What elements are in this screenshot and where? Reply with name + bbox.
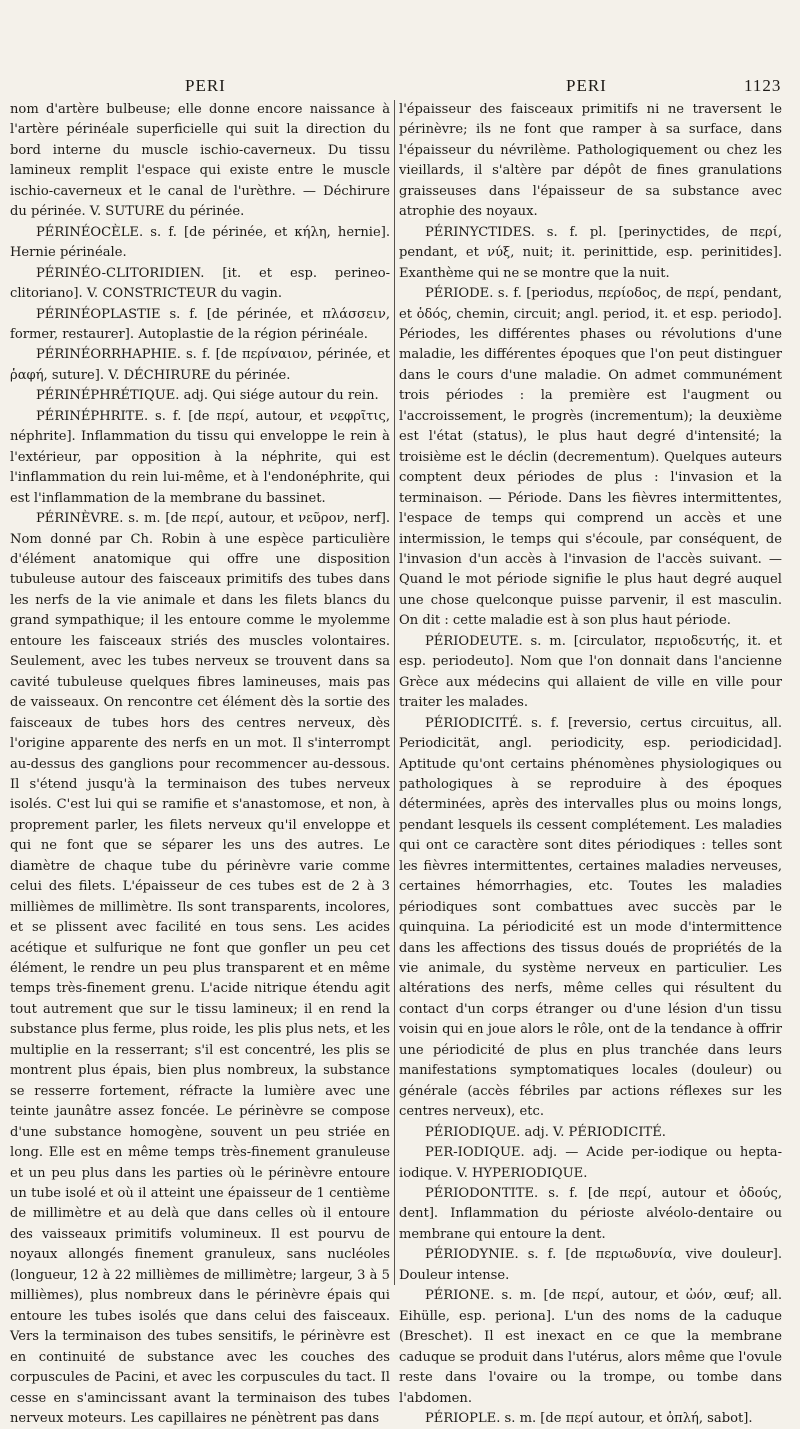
entry-periode: PÉRIODE. s. f. [periodus, περίοδος, de περί, pendant, et ὁδός, chemin, circuit; angl. period, it. et esp. periodo]. Périodes, les différentes phases ou révolutions d'une maladie, les différentes époques que l'on peut distinguer dans le cours d'une maladie. On admet communément trois périodes : la première est l'augment ou l'accroissement, le progrès (incrementum); la deuxième est l'état (status), le plus haut degré d'intensité; la troisième est le déclin (decrementum). Quelques auteurs comptent deux périodes de plus : l'invasion et la terminaison. — Période. Dans les fièvres intermittentes, l'espace de temps qui comprend un accès et une intermission, le temps qui s'écoule, par conséquent, de l'invasion d'un accès à l'invasion de l'accès suivant. — Quand le mot période signifie le plus haut degré auquel une chose quelconque puisse parvenir, il est masculin. On dit : cette maladie est à son plus haut période. bbox=[399, 286, 782, 629]
left-running-title: PERI bbox=[185, 76, 226, 95]
entry-paragraph: nom d'artère bulbeuse; elle donne encore naissance à l'artère périnéale superficielle qui suit la direction du bord interne du muscle ischio-caverneux. Du tissu lamineux remplit l'espace qui existe entre le muscle ischio-caverneux et le canal de l'urèthre. — Déchirure du périnée. V. SUTURE du périnée. bbox=[10, 102, 390, 220]
entry-perineoplastie: PÉRINÉOPLASTIE s. f. [de périnée, et πλάσσειν, former, restaurer]. Autoplastie de la région périnéale. bbox=[10, 306, 390, 342]
running-header bbox=[0, 76, 800, 98]
entry-per-iodique: PER-IODIQUE. adj. — Acide per-iodique ou hepta-iodique. V. HYPERIODIQUE. bbox=[399, 1145, 782, 1181]
page-number: 1123 bbox=[744, 76, 782, 95]
entry-perinevre: PÉRINÈVRE. s. m. [de περί, autour, et νεῦρον, nerf]. Nom donné par Ch. Robin à une espèce particulière d'élément anatomique qui offre une disposition tubuleuse autour des faisceaux primitifs des tubes dans les nerfs de la vie animale et dans les filets blancs du grand sympathique; il les entoure comme le myolemme entoure les faisceaux striés des muscles volontaires. Seulement, avec les tubes nerveux se trouvent dans sa cavité tubuleuse quelques fibres lamineuses, mais pas de vaisseaux. On rencontre cet élément dès la sortie des faisceaux de tubes hors des centres nerveux, dès l'origine apparente des nerfs en un mot. Il s'interrompt au-dessus des ganglions pour recommencer au-dessous. Il s'étend jusqu'à la terminaison des tubes nerveux isolés. C'est lui qui se ramifie et s'anastomose, et non, à proprement parler, les filets nerveux qu'il enveloppe et qui ne font que se séparer les uns des autres. Le diamètre de chaque tube du périnèvre varie comme celui des filets. L'épaisseur de ces tubes est de 2 à 3 millièmes de millimètre. Ils sont transparents, incolores, et se plissent avec facilité en tous sens. Les acides acétique et sulfurique ne font que gonfler un peu cet élément, le rendre un peu plus transparent et en même temps très-finement grenu. L'acide nitrique étendu agit tout autrement que sur le tissu lamineux; il en rend la substance plus ferme, plus roide, les plis plus nets, et les multiplie en la resserrant; s'il est concentré, les plis se montrent plus épais, bien plus nombreux, la substance se resserre fortement, réfracte la lumière avec une teinte jaunâtre assez foncée. Le périnèvre se compose d'une substance homogène, souvent un peu striée en long. Elle est en même temps très-finement granuleuse et un peu plus dans les parties où le périnèvre entoure un tube isolé et où il atteint une épaisseur de 1 centième de millimètre et au delà que dans celles où il entoure des vaisseaux primitifs volumineux. Il est pourvu de noyaux allongés finement granuleux, sans nucléoles (longueur, 12 à 22 millièmes de millimètre; largeur, 3 à 5 millièmes), plus nombreux dans le périnèvre épais qui entoure les tubes isolés que dans celui des faisceaux. Vers la terminaison des tubes sensitifs, le périnèvre est en continuité de substance avec les couches des corpuscules de Pacini, et avec les corpuscules du tact. Il cesse en s'amincissant avant la terminaison des tubes nerveux moteurs. Les capillaires ne pénètrent pas dans bbox=[10, 511, 390, 1426]
entry-periople: PÉRIOPLE. s. m. [de περί autour, et ὁπλή, sabot]. bbox=[425, 1411, 753, 1426]
entry-perinephretique: PÉRINÉPHRÉTIQUE. adj. Qui siége autour du rein. bbox=[36, 388, 379, 404]
entry-paragraph: l'épaisseur des faisceaux primitifs ni ne traversent le périnèvre; ils ne font que ramper à sa surface, dans l'épaisseur du névrilème. Pathologiquement ou chez les vieillards, il s'altère par dépôt de fines granulations graisseuses dans l'épaisseur de sa substance avec atrophie des noyaux. bbox=[399, 102, 782, 220]
entry-perineo-clitoridien: PÉRINÉO-CLITORIDIEN. [it. et esp. perineo-clitoriano]. V. CONSTRICTEUR du vagin. bbox=[10, 265, 390, 302]
left-column bbox=[10, 100, 390, 1426]
entry-perineorrhaphie: PÉRINÉORRHAPHIE. s. f. [de περίναιον, périnée, et ῥαφή, suture]. V. DÉCHIRURE du périnée. bbox=[10, 347, 390, 383]
right-column bbox=[399, 100, 782, 1426]
right-running-title: PERI bbox=[566, 76, 607, 95]
entry-periodontite: PÉRIODONTITE. s. f. [de περί, autour et ὀδούς, dent]. Inflammation du périoste alvéolo-dentaire ou membrane qui entoure la dent. bbox=[399, 1186, 782, 1242]
entry-periodynie: PÉRIODYNIE. s. f. [de περιωδυνία, vive douleur]. Douleur intense. bbox=[399, 1247, 782, 1283]
entry-periodeute: PÉRIODEUTE. s. m. [circulator, περιοδευτής, it. et esp. periodeuto]. Nom que l'on donnait dans l'ancienne Grèce aux médecins qui allaient de ville en ville pour traiter les malades. bbox=[399, 633, 782, 711]
column-divider bbox=[394, 100, 395, 1285]
entry-periodicite: PÉRIODICITÉ. s. f. [reversio, certus circuitus, all. Periodicität, angl. periodicity, esp. periodicidad]. Aptitude qu'ont certains phénomènes physiologiques ou pathologiques à se reproduire à des époques déterminées, après des intervalles plus ou moins longs, pendant lesquels ils cessent complétement. Les maladies qui ont ce caractère sont dites périodiques : telles sont les fièvres intermittentes, certaines maladies nerveuses, certaines hémorrhagies, etc. Toutes les maladies périodiques sont combattues avec succès par le quinquina. La périodicité est un mode d'intermittence dans les affections des tissus doués de propriétés de la vie animale, du système nerveux en particulier. Les altérations des nerfs, même celles qui résultent du contact d'un corps étranger ou d'une lésion d'un tissu voisin qui en joue alors le rôle, ont de la tendance à offrir une périodicité de plus en plus tranchée dans leurs manifestations symptomatiques locales (douleur) ou générale (accès fébriles par actions réflexes sur les centres nerveux), etc. bbox=[399, 715, 782, 1120]
entry-perione: PÉRIONE. s. m. [de περί, autour, et ὠόν, œuf; all. Eihülle, esp. periona]. L'un des noms de la caduque (Breschet). Il est inexact en ce que la membrane caduque se produit dans l'utérus, alors même que l'ovule reste dans l'ovaire ou la trompe, ou tombe dans l'abdomen. bbox=[399, 1288, 782, 1406]
entry-periodique: PÉRIODIQUE. adj. V. PÉRIODICITÉ. bbox=[425, 1124, 666, 1140]
entry-perineocele: PÉRINÉOCÈLE. s. f. [de périnée, et κήλη, hernie]. Hernie périnéale. bbox=[10, 224, 390, 261]
entry-perinyctides: PÉRINYCTIDES. s. f. pl. [perinyctides, de περί, pendant, et νύξ, nuit; it. perinittide, esp. perinitides]. Exanthème qui ne se montre que la nuit. bbox=[399, 224, 782, 281]
entry-perinephrite: PÉRINÉPHRITE. s. f. [de περί, autour, et νεφρῖτις, néphrite]. Inflammation du tissu qui enveloppe le rein à l'extérieur, par opposition à la néphrite, qui est l'inflammation du rein lui-même, et à l'endonéphrite, qui est l'inflammation de la membrane du bassinet. bbox=[10, 408, 390, 506]
